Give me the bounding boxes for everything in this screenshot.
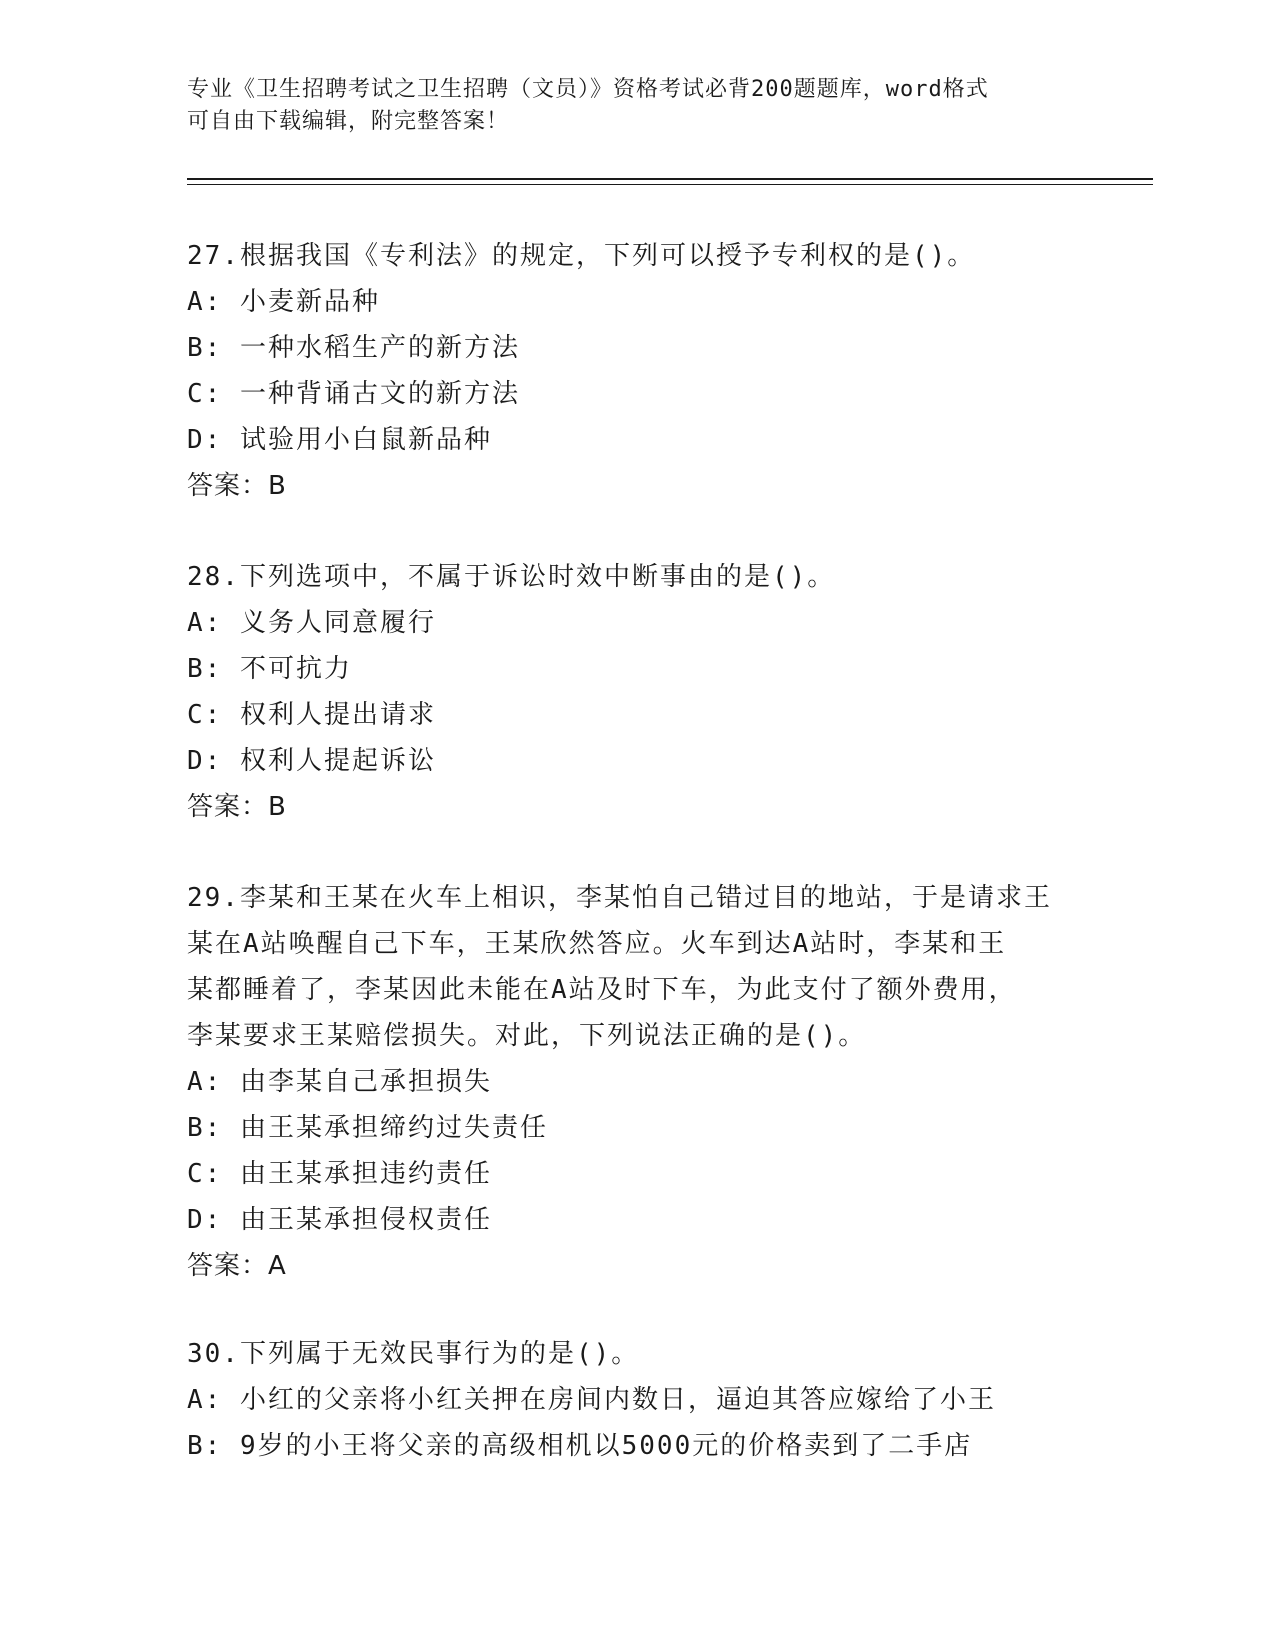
answer-line: 答案：B: [187, 792, 287, 822]
question-stem-line-2: 某在A站唤醒自己下车，王某欣然答应。火车到达A站时，李某和王: [187, 929, 1007, 959]
option-a: A: 由李某自己承担损失: [187, 1067, 492, 1097]
question-stem-line-1: 29.李某和王某在火车上相识，李某怕自己错过目的地站，于是请求王: [187, 883, 1052, 913]
option-c: C: 由王某承担违约责任: [187, 1159, 492, 1189]
option-b: B: 一种水稻生产的新方法: [187, 333, 520, 363]
option-a: A: 小麦新品种: [187, 287, 380, 317]
option-b: B: 9岁的小王将父亲的高级相机以5000元的价格卖到了二手店: [187, 1431, 973, 1461]
question-stem: 27.根据我国《专利法》的规定，下列可以授予专利权的是()。: [187, 241, 976, 271]
question-stem: 30.下列属于无效民事行为的是()。: [187, 1339, 640, 1369]
option-a: A: 义务人同意履行: [187, 608, 436, 638]
document-header: [187, 74, 1087, 138]
question-stem-line-4: 李某要求王某赔偿损失。对此，下列说法正确的是()。: [187, 1021, 867, 1051]
option-c: C: 权利人提出请求: [187, 700, 436, 730]
header-title-line-2: 可自由下载编辑，附完整答案！: [187, 109, 510, 134]
header-title-line-1: 专业《卫生招聘考试之卫生招聘（文员）》资格考试必背200题题库，word格式: [187, 77, 989, 102]
option-b: B: 不可抗力: [187, 654, 352, 684]
answer-line: 答案：A: [187, 1251, 287, 1281]
answer-line: 答案：B: [187, 471, 287, 501]
question-29: [187, 875, 1087, 1289]
question-30: [187, 1331, 1087, 1469]
header-divider-thin: [187, 184, 1153, 185]
question-27: [187, 233, 1087, 509]
option-d: D: 由王某承担侵权责任: [187, 1205, 492, 1235]
option-d: D: 试验用小白鼠新品种: [187, 425, 492, 455]
question-stem-line-3: 某都睡着了，李某因此未能在A站及时下车，为此支付了额外费用，: [187, 975, 1017, 1005]
header-divider-thick: [187, 178, 1153, 180]
option-c: C: 一种背诵古文的新方法: [187, 379, 520, 409]
option-a: A: 小红的父亲将小红关押在房间内数日，逼迫其答应嫁给了小王: [187, 1385, 996, 1415]
question-stem: 28.下列选项中，不属于诉讼时效中断事由的是()。: [187, 562, 836, 592]
option-b: B: 由王某承担缔约过失责任: [187, 1113, 548, 1143]
option-d: D: 权利人提起诉讼: [187, 746, 436, 776]
question-28: [187, 554, 1087, 830]
